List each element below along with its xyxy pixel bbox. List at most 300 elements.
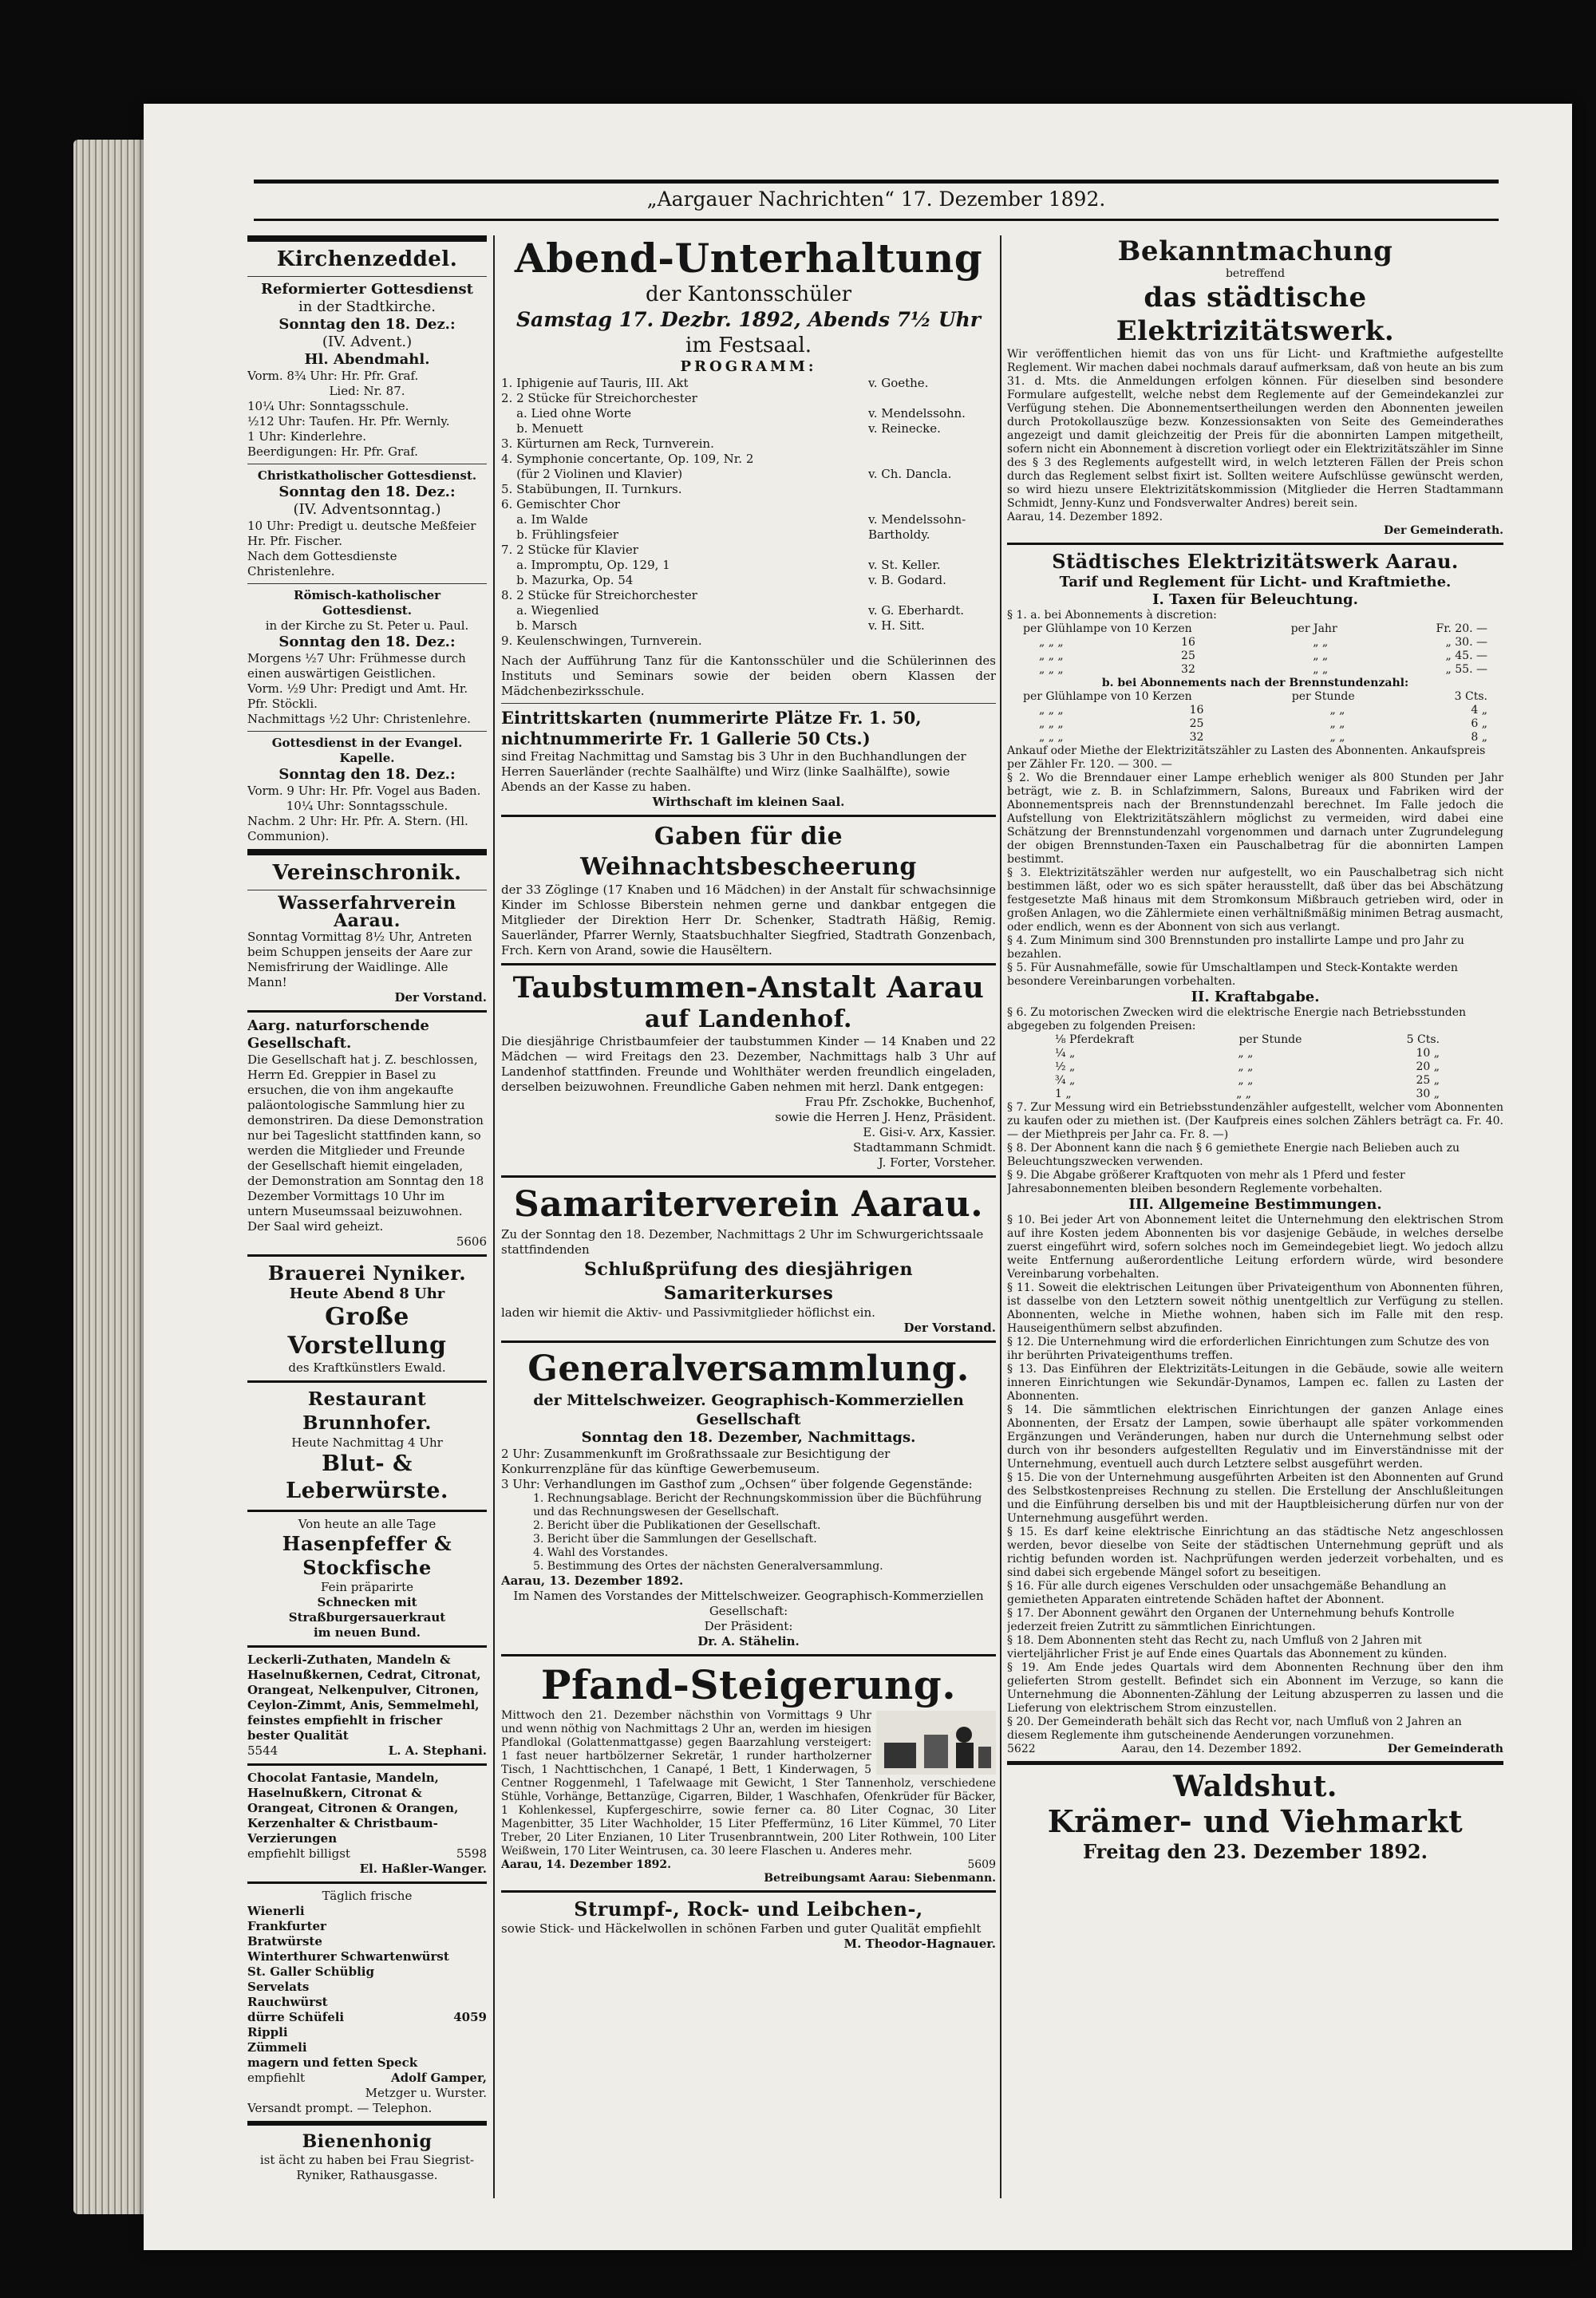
program-item-author: v. Reinecke. — [868, 421, 941, 436]
table-cell: ½ „ — [1055, 1060, 1076, 1073]
signature: Dr. A. Stähelin. — [697, 1634, 800, 1648]
table-cell: ¾ „ — [1055, 1074, 1076, 1087]
ad-title: der Mittelschweizer. Geographisch-Kommerziellen Gesellschaft — [533, 1392, 964, 1428]
text: b. bei Abonnements nach der Brennstundenzahl: — [1101, 677, 1409, 689]
text: (IV. Adventsonntag.) — [293, 501, 441, 518]
list-item: 4. Wahl des Vorstandes. — [533, 1546, 669, 1559]
kirchenzeddel-title: Kirchenzeddel. — [276, 247, 458, 271]
text: Beerdigungen: Hr. Pfr. Graf. — [247, 444, 418, 459]
table-cell: „ „ — [1238, 1074, 1254, 1087]
program-item-author — [868, 436, 996, 452]
ad-title: das städtische Elektrizitätswerk. — [1116, 282, 1395, 347]
text: § 19. Am Ende jedes Quartals wird dem Abonnenten Rechnung über den ihm gelieferten Strom gestellt. Befindet sich ein Abonnent im Verzuge, so kann die Unternehmung die Abonnenten-Zählung der Leitung abzusperren zu lassen und die Lieferung von elektrischem Strom einzustellen. — [1007, 1661, 1503, 1715]
ad-text: Die diesjährige Christbaumfeier der taubstummen Kinder — 14 Knaben und 22 Mädchen — wird Freitags den 23. Dezember, Nachmittags halb 3 Uhr auf Landenhof stattfinden. Freunde und Wohlthäter werden freundlich eingeladen, derselben beizuwohnen. Freundliche Gaben nehmen mit herzl. Dank entgegen: — [501, 1034, 996, 1094]
text: § 2. Wo die Brenndauer einer Lampe erheblich weniger als 800 Stunden per Jahr beträgt, wie z. B. in Schlafzimmern, Salons, Bureaux und Fabriken wird der Abonnementspreis nach der Brennstundenzahl berechnet. Im Falle jedoch die Aufstellung von Elektrizitätszählern möglichst zu vermeiden, wird dabei eine Schätzung der Brennstundenzahl vorgenommen und darnach unter Zugrundelegung der obigen Brennstunden-Taxen ein Pauschalbetrag für die abonnirten Lampen bestimmt. — [1007, 772, 1503, 866]
program-item-author — [868, 452, 996, 467]
table-row — [1007, 1088, 1503, 1101]
list-item: Rauchwürst — [247, 1995, 328, 2009]
signature: Der Vorstand. — [394, 990, 487, 1005]
ad-number: 5598 — [456, 1846, 487, 1861]
list-item: Zümmeli — [247, 2040, 307, 2055]
text: Hl. Abendmahl. — [304, 351, 430, 368]
program-item-author: v. Ch. Dancla. — [868, 467, 952, 481]
kirchenzeddel — [247, 247, 487, 844]
table-cell: per Stunde — [1238, 1033, 1302, 1046]
list-item: Bratwürste — [247, 1934, 322, 1949]
text: 10¼ Uhr: Sonntagsschule. — [247, 399, 409, 413]
program-item-author: v. Mendelssohn. — [868, 406, 966, 421]
ad-headline: Samariterverein Aarau. — [513, 1184, 984, 1225]
table-cell: 1 „ — [1055, 1088, 1072, 1100]
pfand-steigerung-ad — [501, 1661, 996, 1885]
restaurant-ad — [247, 1388, 487, 1505]
text: Fein präparirte — [321, 1580, 413, 1594]
program-item-author: Bartholdy. — [868, 527, 930, 542]
table-row — [1007, 663, 1503, 677]
text: Vorm. 8¾ Uhr: Hr. Pfr. Graf. — [247, 369, 419, 383]
table-cell: per Stunde — [1291, 690, 1355, 703]
elektrizitaetswerk-reglement — [1007, 550, 1503, 1756]
ad-number: 5544 — [247, 1743, 279, 1758]
table-cell: „ 55. — — [1445, 663, 1487, 676]
gamper-ad — [247, 1889, 487, 2116]
program-item-author — [868, 543, 996, 558]
program-item — [501, 588, 996, 603]
text: Aarau, 13. Dezember 1892. — [501, 1573, 684, 1588]
ad-title: Restaurant Brunnhofer. — [302, 1388, 432, 1434]
program-item-title: a. Wiegenlied — [501, 603, 599, 618]
table-cell: „ „ „ — [1039, 717, 1064, 730]
program-item — [501, 497, 996, 512]
program-item-author: v. Mendelssohn- — [868, 512, 966, 527]
ad-text: Eintrittskarten (nummerirte Plätze Fr. 1. 50, nichtnummerirte Fr. 1 Gallerie 50 Cts.) — [501, 708, 922, 748]
text: § 13. Das Einführen der Elektrizitäts-Leitungen in die Gebäude, sowie alle weitern inneren Einrichtungen wie Sekundär-Dynamos, Lampen ec. fallen zu Lasten der Abonnenten. — [1007, 1363, 1503, 1403]
stephani-ad — [247, 1652, 487, 1759]
date: Sonntag den 18. Dezember, Nachmittags. — [581, 1429, 916, 1446]
text: Ankauf oder Miethe der Elektrizitätszähler zu Lasten des Abonnenten. Ankaufspreis per Zähler Fr. 120. — 300. — — [1007, 744, 1486, 771]
table-cell: „ „ „ — [1039, 636, 1064, 649]
text: Aarau, 14. Dezember 1892. — [501, 1858, 672, 1871]
text: § 10. Bei jeder Art von Abonnement leitet die Unternehmung den elektrischen Strom auf ihre Kosten jedem Abonnenten bis vor dasjenige Gebäude, in welches derselbe zuerst eingeführt wird, sofern solches noch im Gemeindegebiet liegt. Wo jedoch allzu weite Entfernung außerordentliche Leitung erfordern würde, wird besondere Vereinbarung vorbehalten. — [1007, 1214, 1503, 1281]
program-item-title: b. Frühlingsfeier — [501, 527, 618, 542]
ad-text: 3 Uhr: Verhandlungen im Gasthof zum „Ochsen“ über folgende Gegenstände: — [501, 1477, 973, 1491]
text: 10 Uhr: Predigt u. deutsche Meßfeier Hr. Pfr. Fischer. — [247, 519, 476, 548]
section-heading: II. Kraftabgabe. — [1191, 989, 1320, 1005]
signature: Adolf Gamper, — [391, 2071, 487, 2085]
ad-headline: Krämer- und Viehmarkt — [1047, 1803, 1464, 1839]
section-heading: Christkatholischer Gottesdienst. — [257, 468, 477, 483]
table-cell: „ „ „ — [1039, 731, 1064, 744]
ad-text: sowie Stick- und Häckelwollen in schönen Farben und guter Qualität empfiehlt — [501, 1921, 982, 1936]
list-item: Frankfurter — [247, 1919, 326, 1933]
table-cell: 10 „ — [1416, 1047, 1440, 1060]
text: Vorm. 9 Uhr: Hr. Pfr. Vogel aus Baden. — [247, 784, 481, 798]
program-item-title: 8. 2 Stücke für Streichorchester — [501, 588, 697, 602]
ad-headline: Bekanntmachung — [1117, 235, 1393, 267]
text: § 11. Soweit die elektrischen Leitungen über Privateigenthum von Abonnenten führen, ist dasselbe von den Letztern soweit nöthig unentgeltlich zur Verfügung zu stellen. Abonnenten, welche in Miethe wohnen, haben sich im Falle mit den resp. Hauseigenthümern selbst abzufinden. — [1007, 1281, 1503, 1335]
table-cell: „ „ — [1313, 663, 1329, 676]
text: Heute Nachmittag 4 Uhr — [291, 1435, 443, 1450]
list-item: magern und fetten Speck — [247, 2055, 418, 2070]
text: Nach dem Gottesdienste Christenlehre. — [247, 549, 397, 578]
list-item: Winterthurer Schwartenwürst — [247, 1949, 449, 1964]
program-item-author: v. G. Eberhardt. — [868, 603, 964, 618]
signature: Im Namen des Vorstandes der Mittelschweizer. Geographisch-Kommerziellen Gesellschaft: — [513, 1589, 984, 1618]
ad-headline: Pfand-Steigerung. — [540, 1661, 957, 1708]
taubstummen-ad — [501, 970, 996, 1171]
program-item-title: 7. 2 Stücke für Klavier — [501, 543, 638, 557]
date: Sonntag den 18. Dez.: — [279, 316, 456, 333]
program-item-author: v. H. Sitt. — [868, 618, 925, 633]
section-heading: I. Taxen für Beleuchtung. — [1152, 591, 1358, 608]
table-cell: 25 — [1189, 717, 1204, 730]
text: empfiehlt — [247, 2071, 306, 2085]
program-item — [501, 558, 996, 573]
text: Vorm. ½9 Uhr: Predigt und Amt. Hr. Pfr. Stöckli. — [247, 681, 468, 711]
program-item-title: 6. Gemischter Chor — [501, 497, 620, 511]
table-cell: 5 Cts. — [1406, 1033, 1440, 1046]
program-item — [501, 467, 996, 482]
program-item — [501, 436, 996, 452]
text: § 4. Zum Minimum sind 300 Brennstunden pro installirte Lampe und pro Jahr zu bezahlen. — [1007, 934, 1464, 961]
table-cell: „ „ — [1329, 717, 1345, 730]
column-left — [247, 235, 487, 2198]
text: § 15. Es darf keine elektrische Einrichtung an das städtische Netz angeschlossen werden, bevor dieselbe von Seite der städtischen Unternehmung geprüft und als richtig befunden worden ist. Nachprüfungen werden jederzeit vorbehalten, und es sind dabei sich ergebende Mängel sofort zu beseitigen. — [1007, 1526, 1503, 1579]
text: § 3. Elektrizitätszähler werden nur aufgestellt, wo ein Pauschalbetrag sich nicht bestimmen läßt, oder wo es sich später herausstellt, daß über das bei Abschätzung festgesetzte Maß hinaus mit dem Stromkonsum Mißbrauch getrieben wird, oder in großen Anlagen, wo die Zählermiete einen verhältnißmäßig minimen Betrag ausmacht, oder endlich, wenn es der Abonnent von sich aus verlangt. — [1007, 867, 1503, 934]
text: im neuen Bund. — [313, 1625, 421, 1640]
program-item-author — [868, 588, 996, 603]
text: § 18. Dem Abonnenten steht das Recht zu, nach Umfluß von 2 Jahren mit vierteljährlicher Frist je auf Ende eines Quartals das Abonnement zu künden. — [1007, 1634, 1448, 1660]
ad-number: 5622 — [1007, 1743, 1036, 1755]
table-cell: „ „ — [1329, 731, 1345, 744]
ad-title: Schlußprüfung des diesjährigen Samariterkurses — [584, 1259, 913, 1304]
section-heading: Tarif und Reglement für Licht- und Kraftmiethe. — [1059, 574, 1452, 590]
table-row — [1007, 1074, 1503, 1088]
ad-title: Aarg. naturforschende Gesellschaft. — [247, 1017, 429, 1052]
list-item: Wienerli — [247, 1904, 305, 1918]
text: im Festsaal. — [685, 334, 812, 357]
column-right — [1007, 235, 1503, 2198]
ad-text: Sonntag Vormittag 8½ Uhr, Antreten beim Schuppen jenseits der Aare zur Nemisfrirung der Waidlinge. Alle Mann! — [247, 930, 472, 989]
text: § 15. Die von der Unternehmung ausgeführten Arbeiten ist den Abonnenten auf Grund des Selbstkostenpreises Rechnung zu stellen. Die Erstellung der Anschlußleitungen und die Einführung derselben bis und mit der Hauptbleisicherung dürfen nur von der Unternehmung ausgeführt werden. — [1007, 1471, 1503, 1525]
text: § 20. Der Gemeinderath behält sich das Recht vor, nach Umfluß von 2 Jahren an diesem Reglemente ihm gutscheinende Aenderungen vorzunehmen. — [1007, 1716, 1462, 1742]
program-item — [501, 421, 996, 436]
table-cell: 6 „ — [1471, 717, 1487, 730]
ad-number: 5606 — [456, 1234, 487, 1249]
hassler-ad — [247, 1771, 487, 1877]
text: (IV. Advent.) — [322, 334, 413, 350]
text: ½12 Uhr: Taufen. Hr. Pfr. Wernly. — [247, 414, 450, 428]
ad-text: Nach der Aufführung Tanz für die Kantonsschüler und die Schülerinnen des Instituts und Seminars sowie der beiden obern Klassen der Mädchenbezirksschule. — [501, 653, 996, 698]
program-item-author — [868, 497, 996, 512]
program-item-author: v. St. Keller. — [868, 558, 941, 572]
abend-unterhaltung-ad — [501, 235, 996, 810]
table-row — [1007, 731, 1503, 744]
list-item: St. Galler Schüblig — [247, 1964, 374, 1979]
table-cell: 16 — [1181, 636, 1195, 649]
program-item — [501, 543, 996, 558]
signature: El. Haßler-Wanger. — [359, 1862, 487, 1876]
ad-headline: Gaben für die Weihnachtsbescheerung — [580, 823, 917, 881]
list-item: 5. Bestimmung des Ortes der nächsten Generalversammlung. — [533, 1560, 883, 1573]
table-cell: 20 „ — [1416, 1060, 1440, 1073]
table-cell: 32 — [1189, 731, 1204, 744]
program-item — [501, 603, 996, 618]
generalversammlung-ad — [501, 1348, 996, 1649]
section-heading: Römisch-katholischer Gottesdienst. — [293, 588, 441, 618]
text: Schnecken mit Straßburgersauerkraut — [288, 1595, 446, 1625]
program-item-author: v. B. Godard. — [868, 573, 946, 587]
ad-number: 5609 — [967, 1858, 996, 1871]
program-item-title: b. Menuett — [501, 421, 583, 436]
text: Nachm. 2 Uhr: Hr. Pfr. A. Stern. (Hl. Communion). — [247, 814, 468, 843]
table-row — [1007, 650, 1503, 663]
ad-text: Zu der Sonntag den 18. Dezember, Nachmittags 2 Uhr im Schwurgerichtssaale stattfindenden — [501, 1227, 984, 1257]
header-title: „Aargauer Nachrichten“ 17. Dezember 1892. — [646, 188, 1106, 211]
ad-text: Die Gesellschaft hat j. Z. beschlossen, Herrn Ed. Greppier in Basel zu ersuchen, die von ihm angekaufte paläontologische Sammlung hier zu demonstriren. Da diese Demonstration nur bei Tageslicht stattfinden kann, so werden die Mitglieder und Freunde der Gesellschaft hiemit eingeladen, der Demonstration am Sonntag den 18 Dezember Vormittags 10 Uhr im untern Museumssaal beizuwohnen. Der Saal wird geheizt. — [247, 1052, 484, 1234]
vereinschronik-title: Vereinschronik. — [272, 861, 462, 885]
program-item-title: b. Mazurka, Op. 54 — [501, 573, 634, 587]
signature: Frau Pfr. Zschokke, Buchenhof, — [804, 1095, 996, 1109]
text: betreffend — [1225, 267, 1286, 280]
table-cell: Fr. 20. — — [1436, 622, 1487, 635]
program-item — [501, 573, 996, 588]
ad-text: der 33 Zöglinge (17 Knaben und 16 Mädchen) in der Anstalt für schwachsinnige Kinder im Schlosse Biberstein nehmen gerne und dankbar entgegen die Mitglieder der Direktion Herr Dr. Schenker, Stadtrath Häßig, Remig. Sauerländer, Pfarrer Wernly, Staatsbuchhalter Siegfried, Stadtrath Gonzenbach, Frch. Kern von Arand, sowie die Hausëltern. — [501, 882, 996, 958]
table-cell: „ „ — [1238, 1060, 1254, 1073]
table-row — [1007, 636, 1503, 650]
ad-text: Mittwoch den 21. Dezember nächsthin von Vormittags 9 Uhr und wenn nöthig von Nachmittags 2 Uhr an, werden im hiesigen Pfandlokal (Golattenmattgasse) gegen Baarzahlung versteigert: 1 fast neuer hartbölzerner Sekretär, 1 runder hartholzerner Tisch, 1 Nachttischchen, 1 Canapé, 1 Bett, 1 Kinderwagen, 5 Centner Roggenmehl, 1 Tafelwaage mit Gewicht, 1 Ster Tannenholz, verschiedene Stühle, Vorhänge, Bettanzüge, Cigarren, Bilder, 1 Waschhafen, Ofenkrüder für Bäcker, 1 Kohlenkessel, Kupfergeschirre, sowie ferner ca. 80 Liter Cognac, 30 Liter Magenbitter, 35 Liter Wachholder, 15 Liter Pfeffermünz, 16 Liter Kümmel, 70 Liter Treber, 20 Liter Enzianen, 10 Liter Trusenbranntwein, 200 Liter Rothwein, 100 Liter Weißwein, 170 Liter Weintrusen, ca. 30 leere Flaschen u. Anderes mehr. — [501, 1709, 996, 1858]
text: 10¼ Uhr: Sonntagsschule. — [286, 799, 448, 813]
text: Lied: Nr. 87. — [329, 384, 405, 398]
date: Sonntag den 18. Dez.: — [279, 766, 456, 783]
text: Täglich frische — [322, 1889, 413, 1903]
list-item: 1. Rechnungsablage. Bericht der Rechnungskommission über die Büchführung und das Rechnungswesen der Gesellschaft. — [533, 1492, 982, 1518]
ad-text: Wir veröffentlichen hiemit das von uns für Licht- und Kraftmiethe aufgestellte Reglement. Wir machen dabei nochmals darauf aufmerksam, daß von heute an bis zum 31. d. Mts. die Anmeldungen erfolgen können. Für dieselben sind besondere Formulare aufgestellt, welche nebst dem Reglemente auf der Gemeindekanzlei zur Verfügung stehen. Die Abonnementsertheilungen werden den Abonnenten jeweilen durch Protokollauszüge bezw. Konzessionsakten von Seite des Gemeinderathes angezeigt und damit gleichzeitig der Preis für die abonnirten Lampen mitgetheilt, sofern nicht ein Abonnement à discretion vorliegt oder ein Elektrizitätszähler im Sinne des § 3 des Reglements aufgestellt wird, in welch letzteren Fällen der Preis schon durch das Reglement selbst fixirt ist. Sollten weitere Aufschlüsse gewünscht werden, so wird hiezu unsere Elektrizitätskommission (Mitglieder die Herren Stadtammann Schmidt, Jenny-Kunz und Fondsverwalter Andres) bereit sein. — [1007, 348, 1503, 510]
program-item-title: a. Impromptu, Op. 129, 1 — [501, 558, 670, 572]
ad-text: Leckerli-Zuthaten, Mandeln & Haselnußkernen, Cedrat, Citronat, Orangeat, Nelkenpulver, Citronen, Ceylon-Zimmt, Anis, Semmelmehl, feinstes empfiehlt in frischer bester Qualität — [247, 1652, 481, 1743]
program-item — [501, 527, 996, 543]
program-item-title: 5. Stabübungen, II. Turnkurs. — [501, 482, 682, 496]
program-item — [501, 376, 996, 391]
text: 1 Uhr: Kinderlehre. — [247, 429, 367, 444]
signature: E. Gisi-v. Arx, Kassier. — [863, 1125, 996, 1139]
list-item: Rippli — [247, 2025, 288, 2039]
program-item — [501, 391, 996, 406]
program-item — [501, 634, 996, 649]
program-item-title: a. Lied ohne Worte — [501, 406, 632, 421]
signature: Der Gemeinderath — [1387, 1743, 1503, 1755]
table-cell: per Glühlampe von 10 Kerzen — [1023, 622, 1192, 635]
text: Aarau, den 14. Dezember 1892. — [1121, 1743, 1302, 1755]
section-heading: III. Allgemeine Bestimmungen. — [1128, 1196, 1382, 1213]
ad-title: Wasserfahrverein Aarau. — [278, 893, 456, 931]
text: der Kantonsschüler — [645, 282, 852, 306]
text: empfiehlt billigst — [247, 1846, 350, 1861]
table-row — [1007, 1047, 1503, 1060]
column-rule — [1000, 235, 1001, 2198]
program-item-title: (für 2 Violinen und Klavier) — [501, 467, 683, 481]
program-item-title: 2. 2 Stücke für Streichorchester — [501, 391, 697, 405]
signature: Betreibungsamt Aarau: Siebenmann. — [764, 1872, 996, 1885]
text: § 5. Für Ausnahmefälle, sowie für Umschaltlampen und Steck-Kontakte werden besondere Vereinbarungen vorbehalten. — [1007, 961, 1458, 988]
program-item-author — [868, 482, 996, 497]
table-cell: „ 30. — — [1445, 636, 1487, 649]
table-cell: 25 — [1181, 650, 1195, 662]
program-item-title: a. Im Walde — [501, 512, 588, 527]
signature: Der Präsident: — [704, 1619, 793, 1633]
signature: sowie die Herren J. Henz, Präsident. — [775, 1110, 996, 1124]
program-item-title: 4. Symphonie concertante, Op. 109, Nr. 2 — [501, 452, 754, 466]
program-item — [501, 618, 996, 634]
list-item: 2. Bericht über die Publikationen der Gesellschaft. — [533, 1519, 821, 1532]
ad-headline: Abend-Unterhaltung — [514, 235, 983, 282]
kraft-table — [1007, 1047, 1503, 1101]
text: § 1. a. bei Abonnements à discretion: — [1007, 609, 1217, 622]
ad-title: Brauerei Nyniker. — [267, 1262, 467, 1285]
text: § 16. Für alle durch eigenes Verschulden oder unsachgemäße Behandlung an gemietheten Apparaten eintretende Schäden haftet der Abonnent. — [1007, 1580, 1447, 1606]
text: § 7. Zur Messung wird ein Betriebsstundenzähler aufgestellt, welcher vom Abonnenten zu kaufen oder zu miethen ist. (Der Kaufpreis eines solchen Zählers beträgt ca. Fr. 40. — der Miethpreis per Jahr ca. Fr. 8. —) — [1007, 1101, 1503, 1141]
ad-text: ist ächt zu haben bei Frau Siegrist-Ryniker, Rathausgasse. — [259, 2153, 475, 2182]
newspaper-page — [144, 104, 1572, 2250]
program-item-title: b. Marsch — [501, 618, 578, 633]
ad-title: Waldshut. — [1173, 1770, 1337, 1803]
program-item-title: 1. Iphigenie auf Tauris, III. Akt — [501, 376, 689, 390]
date: Sonntag den 18. Dez.: — [279, 634, 456, 650]
signature: Der Vorstand. — [903, 1321, 996, 1335]
table-cell: 32 — [1181, 663, 1195, 676]
list-item: Servelats — [247, 1980, 310, 1994]
samariter-ad — [501, 1183, 996, 1336]
text: Wirthschaft im kleinen Saal. — [652, 795, 845, 809]
program-list — [501, 376, 996, 649]
text: Versandt prompt. — Telephon. — [247, 2101, 433, 2115]
text: Von heute an alle Tage — [298, 1517, 437, 1531]
table-cell: „ „ — [1313, 636, 1329, 649]
program-item-author — [868, 634, 996, 649]
section-heading: Gottesdienst in der Evangel. Kapelle. — [271, 736, 463, 765]
signature: M. Theodor-Hagnauer. — [843, 1937, 996, 1951]
table-cell: „ „ — [1313, 650, 1329, 662]
section-heading: Reformierter Gottesdienst — [261, 281, 473, 298]
program-heading: PROGRAMM: — [680, 358, 817, 375]
date: Freitag den 23. Dezember 1892. — [1083, 1840, 1428, 1863]
column-rule — [493, 235, 495, 2198]
program-item-title: 9. Keulenschwingen, Turnverein. — [501, 634, 702, 648]
tarif-table — [1007, 636, 1503, 677]
table-row — [1007, 717, 1503, 731]
ad-headline: Blut- & Leberwürste. — [286, 1451, 448, 1503]
program-item-title: 3. Kürturnen am Reck, Turnverein. — [501, 436, 714, 451]
table-cell: „ „ — [1236, 1088, 1252, 1100]
strumpf-ad — [501, 1897, 996, 1952]
table-cell: „ „ — [1238, 1047, 1254, 1060]
vereinschronik — [247, 860, 487, 1250]
text: § 12. Die Unternehmung wird die erforderlichen Einrichtungen zum Schutze des von ihr berührten Privateigenthums treffen. — [1007, 1336, 1490, 1362]
text: des Kraftkünstlers Ewald. — [288, 1360, 446, 1375]
bekanntmachung — [1007, 235, 1503, 538]
table-cell: 8 „ — [1471, 731, 1487, 744]
table-cell: „ „ „ — [1039, 663, 1064, 676]
ad-number: 4059 — [453, 2010, 487, 2024]
text: Nachmittags ½2 Uhr: Christenlehre. — [247, 712, 471, 726]
table-cell: „ „ „ — [1039, 650, 1064, 662]
date: Sonntag den 18. Dez.: — [279, 484, 456, 500]
table-cell: „ „ „ — [1039, 704, 1064, 717]
table-cell: 16 — [1189, 704, 1204, 717]
table-cell: 25 „ — [1416, 1074, 1440, 1087]
waldshut-ad — [1007, 1770, 1503, 1864]
signature: L. A. Stephani. — [388, 1743, 487, 1758]
ad-headline: Hasenpfeffer & Stockfische — [282, 1532, 452, 1579]
text: § 6. Zu motorischen Zwecken wird die elektrische Energie nach Betriebsstunden abgegeben zu folgenden Preisen: — [1007, 1006, 1467, 1033]
section-heading: Städtisches Elektrizitätswerk Aarau. — [1052, 550, 1459, 573]
hasenpfeffer-ad — [247, 1517, 487, 1641]
table-cell: per Jahr — [1290, 622, 1337, 635]
column-middle — [501, 235, 996, 2198]
text: § 8. Der Abonnent kann die nach § 6 gemiethete Energie nach Belieben auch zu Beleuchtungszwecken verwenden. — [1007, 1142, 1460, 1168]
table-cell: 4 „ — [1471, 704, 1487, 717]
text: Morgens ½7 Uhr: Frühmesse durch einen auswärtigen Geistlichen. — [247, 651, 466, 681]
program-item-author: v. Goethe. — [868, 376, 929, 390]
table-cell: „ 45. — — [1445, 650, 1487, 662]
table-cell: 3 Cts. — [1454, 690, 1487, 703]
program-item — [501, 406, 996, 421]
ad-text: sind Freitag Nachmittag und Samstag bis 3 Uhr in den Buchhandlungen der Herren Sauerländer (rechte Saalhälfte) und Wirz (linke Saalhälfte), sowie Abends an der Kasse zu haben. — [501, 749, 966, 794]
date: Samstag 17. Dezbr. 1892, Abends 7½ Uhr — [516, 308, 981, 331]
text: § 9. Die Abgabe größerer Kraftquoten von mehr als 1 Pferd und fester Jahresabonnementen bleiben besondern Reglemente vorbehalten. — [1007, 1169, 1405, 1195]
table-cell: per Glühlampe von 10 Kerzen — [1023, 690, 1192, 703]
table-row — [1007, 704, 1503, 717]
list-item: 3. Bericht über die Sammlungen der Gesellschaft. — [533, 1533, 817, 1546]
text: § 17. Der Abonnent gewährt den Organen der Unternehmung behufs Kontrolle jederzeit freien Zutritt zu sämmtlichen Einrichtungen. — [1007, 1607, 1455, 1633]
table-cell: ⅛ Pferdekraft — [1055, 1033, 1135, 1046]
ad-title: Bienenhonig — [302, 2131, 433, 2152]
signature: Der Gemeinderath. — [1383, 524, 1503, 537]
signature: Metzger u. Wurster. — [365, 2086, 487, 2100]
program-item-author — [868, 391, 996, 406]
page-header — [254, 180, 1499, 221]
text: in der Stadtkirche. — [298, 298, 436, 315]
gaben-ad — [501, 822, 996, 958]
ad-headline: Große Vorstellung — [287, 1303, 447, 1360]
ad-headline: Generalversammlung. — [527, 1348, 970, 1389]
program-item — [501, 452, 996, 467]
table-cell: 30 „ — [1416, 1088, 1440, 1100]
text: § 14. Die sämmtlichen elektrischen Einrichtungen der ganzen Anlage eines Abonnenten, der Ersatz der Lampen, sowie überhaupt alle später vorkommenden Ergänzungen und Veränderungen, haben nur durch die Unternehmung selbst oder durch von ihr besonders aufgestellten Regulativ und im Einverständnisse mit der Unternehmung, eventuell auch durch Letztere selbst ausgeführt werden. — [1007, 1404, 1503, 1471]
table-cell: ¼ „ — [1055, 1047, 1076, 1060]
auction-illustration — [876, 1711, 996, 1775]
text: in der Kirche zu St. Peter u. Paul. — [265, 618, 469, 633]
signature: J. Forter, Vorsteher. — [878, 1155, 996, 1170]
ad-text: Chocolat Fantasie, Mandeln, Haselnußkern, Citronat & Orangeat, Citronen & Orangen, Kerzenhalter & Christbaum-Verzierungen — [247, 1771, 459, 1846]
ad-headline: Taubstummen-Anstalt Aarau — [512, 971, 985, 1005]
table-cell: „ „ — [1329, 704, 1345, 717]
text: Heute Abend 8 Uhr — [289, 1285, 445, 1302]
program-item — [501, 482, 996, 497]
table-row — [1007, 1060, 1503, 1074]
ad-text: 2 Uhr: Zusammenkunft im Großrathssaale zur Besichtigung der Konkurrenzpläne für das künftige Gewerbemuseum. — [501, 1447, 891, 1476]
program-item — [501, 512, 996, 527]
brauerei-ad — [247, 1262, 487, 1376]
ad-headline: Strumpf-, Rock- und Leibchen-, — [574, 1897, 923, 1921]
text: Aarau, 14. Dezember 1892. — [1007, 511, 1163, 523]
signature: Stadtammann Schmidt. — [852, 1140, 996, 1155]
bienenhonig-ad — [247, 2130, 487, 2183]
list-item: dürre Schüfeli — [247, 2010, 345, 2024]
tarif-table — [1007, 704, 1503, 744]
ad-text: laden wir hiemit die Aktiv- und Passivmitglieder höflichst ein. — [501, 1305, 875, 1320]
ad-title: auf Landenhof. — [645, 1005, 852, 1033]
